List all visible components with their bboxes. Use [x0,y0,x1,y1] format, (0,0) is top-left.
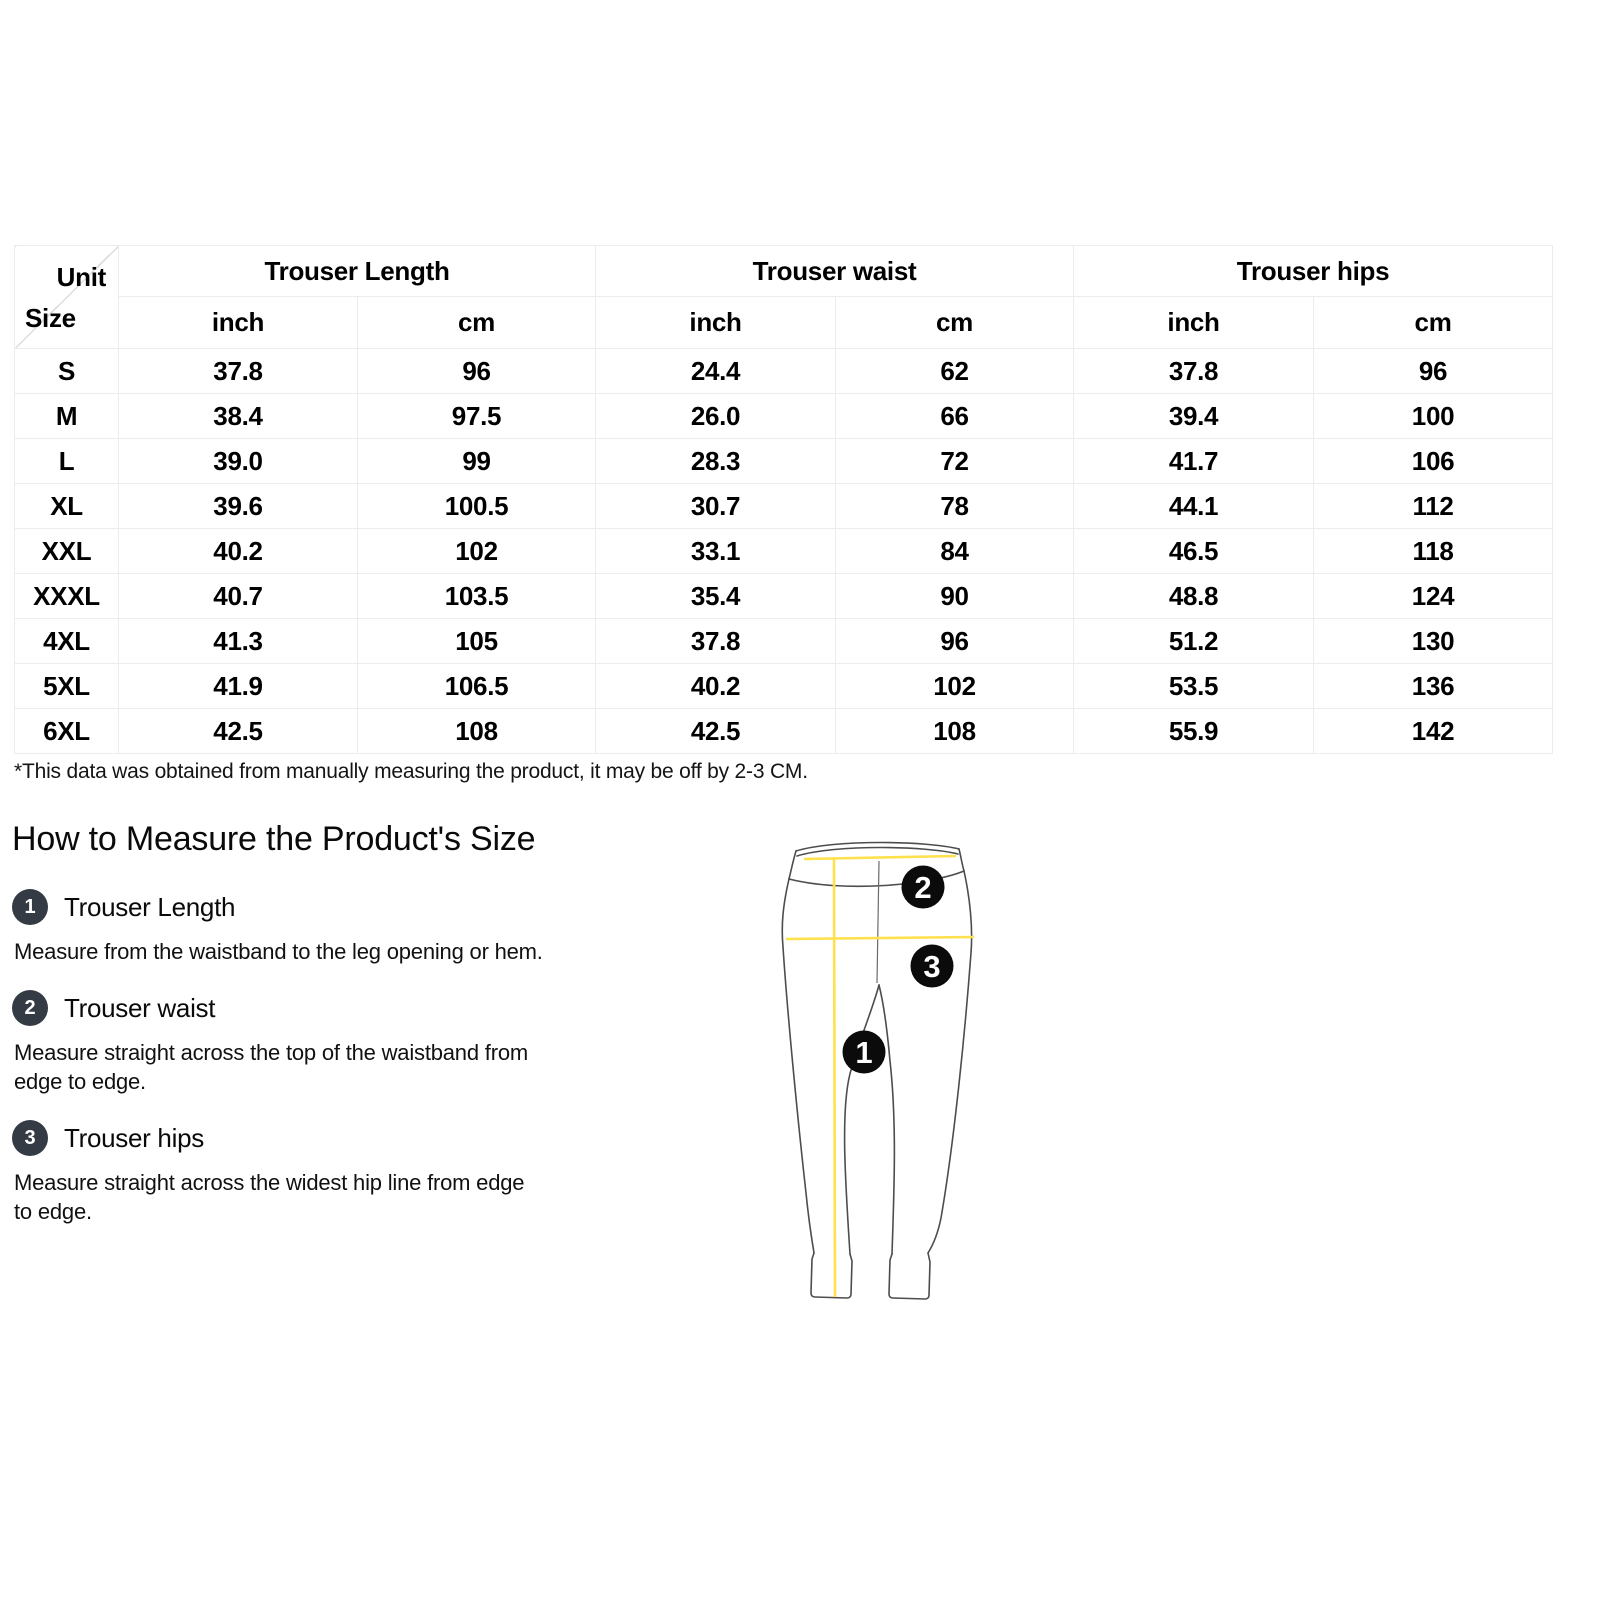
step-1-title: Trouser Length [64,891,236,922]
unit-header-length-cm: cm [358,297,596,349]
corner-unit-label: Unit [56,262,106,292]
value-cell: 105 [358,619,596,664]
value-cell: 40.7 [119,574,358,619]
value-cell: 33.1 [596,529,836,574]
size-cell: L [15,439,119,484]
table-row-xxxl [15,574,1553,619]
value-cell: 39.4 [1074,394,1314,439]
value-cell: 37.8 [596,619,836,664]
size-table [14,245,1553,754]
value-cell: 48.8 [1074,574,1314,619]
value-cell: 106 [1314,439,1553,484]
value-cell: 38.4 [119,394,358,439]
size-cell: S [15,349,119,394]
measurement-lines [786,856,974,1297]
value-cell: 24.4 [596,349,836,394]
value-cell: 118 [1314,529,1553,574]
table-row-l [15,439,1553,484]
value-cell: 99 [358,439,596,484]
size-cell: M [15,394,119,439]
value-cell: 84 [836,529,1074,574]
value-cell: 40.2 [596,664,836,709]
unit-header-hips-inch: inch [1074,297,1314,349]
step-1-badge-icon: 1 [12,889,48,925]
trousers-measure-diagram [780,833,980,1303]
trousers-diagram-svg [780,833,980,1303]
step-2-title: Trouser waist [64,992,216,1023]
step-3-title: Trouser hips [64,1122,204,1153]
value-cell: 39.6 [119,484,358,529]
corner-cell [15,246,119,349]
measure-step-3 [12,1120,612,1156]
diagram-badge-3 [911,945,954,988]
value-cell: 55.9 [1074,709,1314,754]
length-measure-line [834,858,835,1297]
value-cell: 66 [836,394,1074,439]
value-cell: 136 [1314,664,1553,709]
value-cell: 41.7 [1074,439,1314,484]
value-cell: 108 [836,709,1074,754]
unit-header-waist-inch: inch [596,297,836,349]
trousers-outline [782,843,971,1300]
hips-measure-line [786,937,974,939]
value-cell: 40.2 [119,529,358,574]
value-cell: 90 [836,574,1074,619]
table-row-s [15,349,1553,394]
size-cell: 5XL [15,664,119,709]
value-cell: 53.5 [1074,664,1314,709]
corner-size-label: Size [25,303,76,333]
value-cell: 108 [358,709,596,754]
step-3-badge-icon: 3 [12,1120,48,1156]
value-cell: 44.1 [1074,484,1314,529]
size-cell: XL [15,484,119,529]
value-cell: 112 [1314,484,1553,529]
center-seam-line [877,861,879,983]
diagram-badge-2 [902,866,945,909]
value-cell: 46.5 [1074,529,1314,574]
table-group-header-row [15,246,1553,297]
value-cell: 106.5 [358,664,596,709]
value-cell: 41.3 [119,619,358,664]
value-cell: 78 [836,484,1074,529]
value-cell: 124 [1314,574,1553,619]
value-cell: 142 [1314,709,1553,754]
value-cell: 102 [358,529,596,574]
value-cell: 96 [358,349,596,394]
value-cell: 103.5 [358,574,596,619]
value-cell: 97.5 [358,394,596,439]
value-cell: 51.2 [1074,619,1314,664]
waist-measure-line [804,856,956,859]
measure-step-1 [12,889,612,925]
value-cell: 130 [1314,619,1553,664]
value-cell: 72 [836,439,1074,484]
value-cell: 39.0 [119,439,358,484]
size-cell: XXXL [15,574,119,619]
table-row-4xl [15,619,1553,664]
measure-instructions [12,889,612,1226]
value-cell: 42.5 [596,709,836,754]
step-3-description: Measure straight across the widest hip line from edge to edge. [14,1170,525,1224]
table-row-m [15,394,1553,439]
value-cell: 30.7 [596,484,836,529]
measure-step-2 [12,990,612,1026]
value-cell: 37.8 [119,349,358,394]
step-1-description: Measure from the waistband to the leg opening or hem. [14,939,543,964]
how-to-measure-heading: How to Measure the Product's Size [12,820,536,858]
value-cell: 96 [836,619,1074,664]
step-2-badge-icon: 2 [12,990,48,1026]
unit-header-hips-cm: cm [1314,297,1553,349]
value-cell: 96 [1314,349,1553,394]
value-cell: 37.8 [1074,349,1314,394]
diagram-badge-1-number: 1 [855,1035,873,1070]
group-header-trouser-hips: Trouser hips [1074,246,1553,297]
value-cell: 42.5 [119,709,358,754]
value-cell: 100.5 [358,484,596,529]
size-cell: XXL [15,529,119,574]
table-row-6xl [15,709,1553,754]
table-row-xl [15,484,1553,529]
value-cell: 35.4 [596,574,836,619]
table-row-xxl [15,529,1553,574]
size-cell: 6XL [15,709,119,754]
value-cell: 41.9 [119,664,358,709]
step-2-description: Measure straight across the top of the waistband from edge to edge. [14,1040,528,1094]
value-cell: 28.3 [596,439,836,484]
table-row-5xl [15,664,1553,709]
value-cell: 62 [836,349,1074,394]
diagram-badge-3-number: 3 [923,949,941,984]
diagram-badge-1 [843,1031,886,1074]
group-header-trouser-length: Trouser Length [119,246,596,297]
value-cell: 102 [836,664,1074,709]
unit-header-waist-cm: cm [836,297,1074,349]
measurement-disclaimer: *This data was obtained from manually measuring the product, it may be off by 2-3 CM. [14,760,808,783]
table-unit-header-row [15,297,1553,349]
unit-header-length-inch: inch [119,297,358,349]
value-cell: 100 [1314,394,1553,439]
diagram-badge-2-number: 2 [914,870,932,905]
group-header-trouser-waist: Trouser waist [596,246,1074,297]
value-cell: 26.0 [596,394,836,439]
size-cell: 4XL [15,619,119,664]
